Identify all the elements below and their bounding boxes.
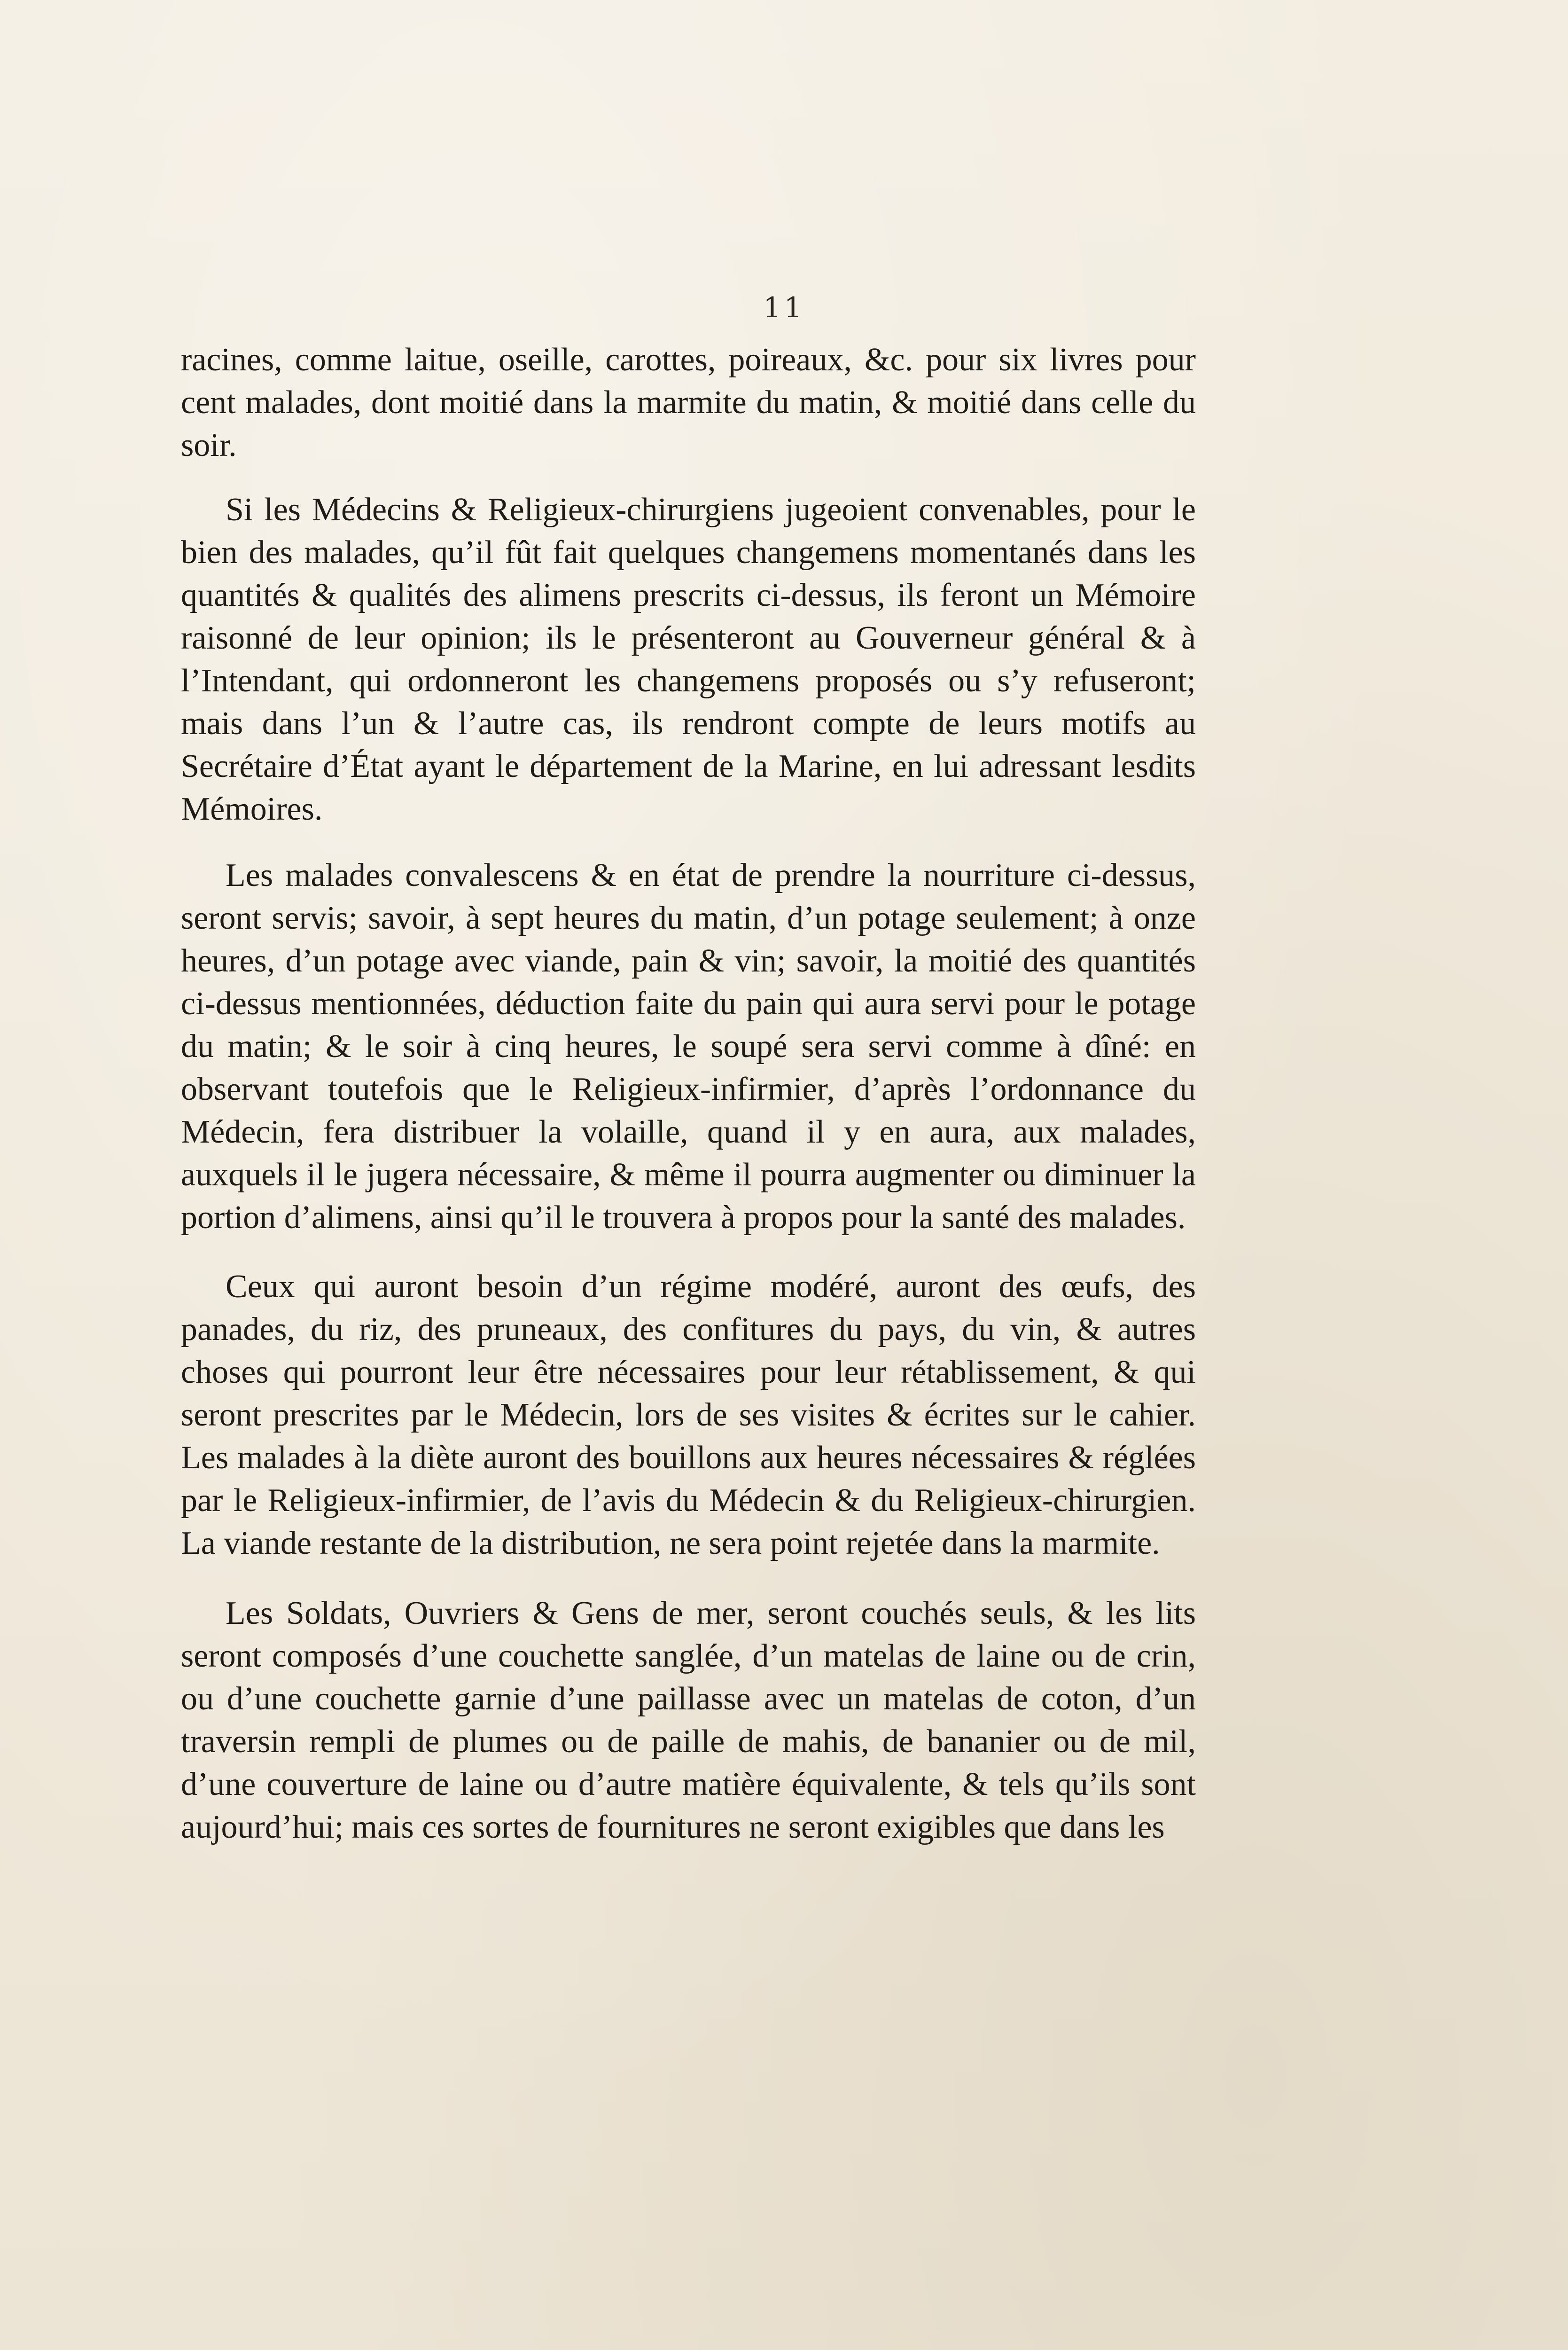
paragraph-1: racines, comme laitue, oseille, carottes, poireaux, &c. pour six livres pour cent malades, dont moitié dans la marmite du matin, & moitié dans celle du soir. [181, 342, 1196, 463]
page-number: 11 [763, 291, 805, 324]
body-text [181, 338, 1196, 1849]
paragraph-5: Les Soldats, Ouvriers & Gens de mer, seront couchés seuls, & les lits seront composés d’une couchette sanglée, d’un matelas de laine ou de crin, ou d’une couchette garnie d’une paillasse avec un matelas de coton, d’un traversin rempli de plumes ou de paille de mahis, de bananier ou de mil, d’une couverture de laine ou d’autre matière équivalente, & tels qu’ils sont aujourd’hui; mais ces sortes de fournitures ne seront exigibles que dans les [181, 1595, 1196, 1845]
paragraph-4: Ceux qui auront besoin d’un régime modéré, auront des œufs, des panades, du riz, des pruneaux, des confitures du pays, du vin, & autres choses qui pourront leur être nécessaires pour leur rétablissement, & qui seront prescrites par le Médecin, lors de ses visites & écrites sur le cahier. Les malades à la diète auront des bouillons aux heures nécessaires & réglées par le Religieux-infirmier, de l’avis du Médecin & du Religieux-chirurgien. La viande restante de la distribution, ne sera point rejetée dans la marmite. [181, 1269, 1196, 1561]
paragraph-3: Les malades convalescens & en état de prendre la nourriture ci-dessus, seront servis; savoir, à sept heures du matin, d’un potage seulement; à onze heures, d’un potage avec viande, pain & vin; savoir, la moitié des quantités ci-dessus mentionnées, déduction faite du pain qui aura servi pour le potage du matin; & le soir à cinq heures, le soupé sera servi comme à dîné: en observant toutefois que le Religieux-infirmier, d’après l’ordonnance du Médecin, fera distribuer la volaille, quand il y en aura, aux malades, auxquels il le jugera nécessaire, & même il pourra augmenter ou diminuer la portion d’alimens, ainsi qu’il le trouvera à propos pour la santé des malades. [181, 857, 1196, 1236]
paragraph-2: Si les Médecins & Religieux-chirurgiens jugeoient convenables, pour le bien des malades, qu’il fût fait quelques changemens momentanés dans les quantités & qualités des alimens prescrits ci-dessus, ils feront un Mémoire raisonné de leur opinion; ils le présenteront au Gouverneur général & à l’Intendant, qui ordonneront les changemens proposés ou s’y refuseront; mais dans l’un & l’autre cas, ils rendront compte de leurs motifs au Secrétaire d’État ayant le département de la Marine, en lui adressant lesdits Mémoires. [181, 492, 1196, 827]
